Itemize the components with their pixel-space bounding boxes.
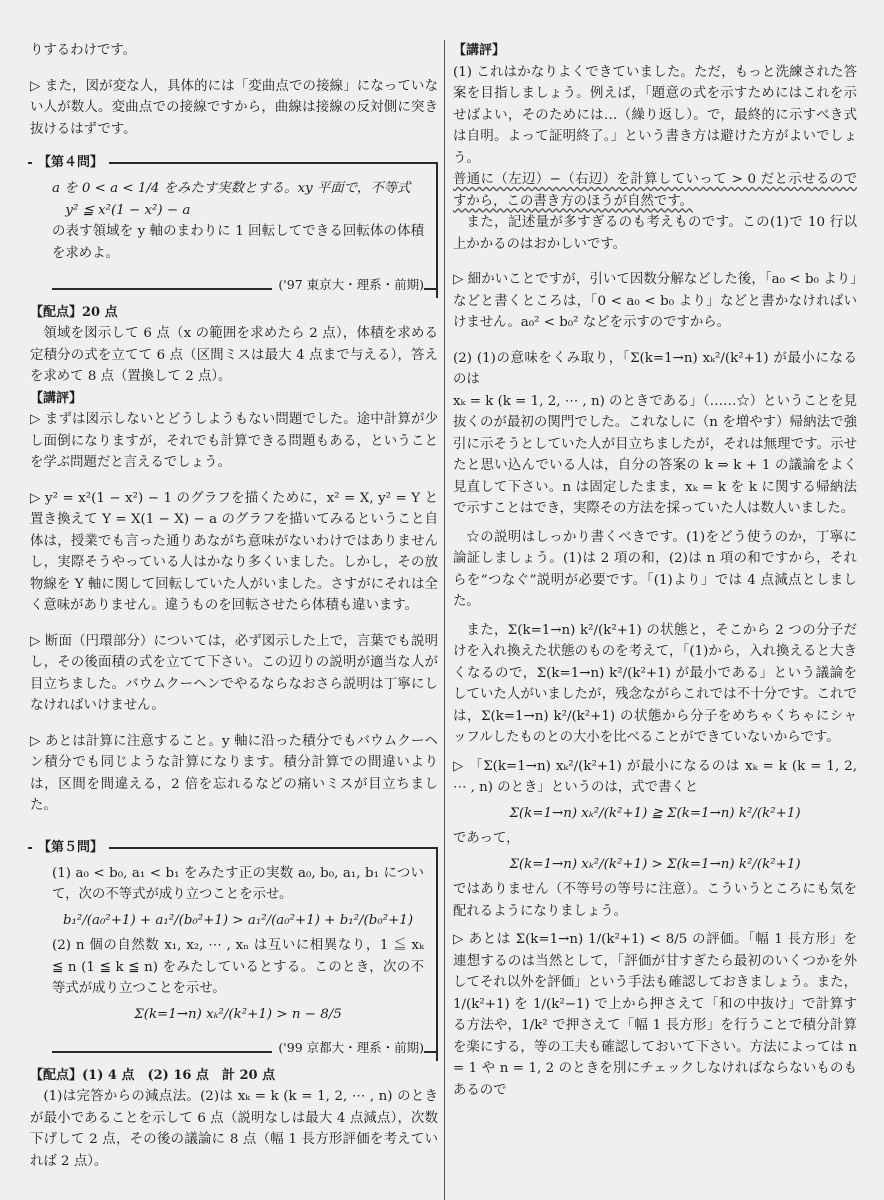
left-continuation: りするわけです。 (30, 43, 137, 58)
review-5-s2: また，記述量が多すぎるのも考えものです。この(1)で 10 行以上かかるのはおかしいです。 (453, 215, 857, 252)
problem-4-inequality: y² ≦ x²(1 − x²) − a (65, 202, 191, 218)
review-5-s7-formula-1: Σ(k=1→n) xₖ²/(k²+1) ≧ Σ(k=1→n) k²/(k²+1) (509, 805, 801, 821)
review-5-heading: 【講評】 (453, 43, 506, 58)
score-5-text: (1)は完答からの減点法。(2)は xₖ = k (k = 1, 2, ⋯ , n) のときが最小であることを示して 6 点（説明なしは最大 4 点減点），次数下げして 2 点，その後の議論に 8 点（幅 1 長方形評価を考えていれば 2 点）。 (30, 1089, 438, 1169)
review-5-s7-intro: ▷ 「Σ(k=1→n) xₖ²/(k²+1) が最小になるのは xₖ = k (k = 1, 2, ⋯ , n) のとき」というのは，式で書くと (453, 758, 857, 795)
review-5-s4-intro: (2) (1)の意味をくみ取り，「Σ(k=1→n) xₖ²/(k²+1) が最小になるのは (453, 350, 857, 387)
review-5-s7-end: ではありません（不等号の等号に注意）。こういうところにも気を配れるようになりましょう。 (453, 882, 857, 919)
problem-4-title: 【第４問】 (32, 152, 109, 174)
review-5-s6: また，Σ(k=1→n) k²/(k²+1) の状態と，そこから 2 つの分子だけを入れ換えた状態のものを考えて，「(1)から，入れ換えると大きくなるので，Σ(k=1→n) k²/(k²+1) が最小である」という議論をしていた人がいましたが，残念ながらこれでは不十分です。これでは，Σ(k=1→n) k²/(k²+1) の状態から分子をめちゃくちゃにシャッフルしたものとの大小を比べることができていないからです。 (453, 622, 857, 745)
review-4-item-4: ▷ あとは計算に注意すること。y 軸に沿った積分でもバウムクーヘン積分でも同じような計算になります。積分計算での間違いよりは，区間を間違える，2 倍を忘れるなどの痛いミスが目立ちました。 (30, 733, 438, 813)
score-4-heading: 【配点】20 点 (30, 304, 118, 320)
review-4-item-2: ▷ y² = x²(1 − x²) − 1 のグラフを描くために，x² = X, y² = Y と置き換えて Y = X(1 − X) − a のグラフを描いてみるということ自体は，授業でも言った通りあながち意味がないわけではありませんし，実際そうやっている人はかなり多くいました。しかし，その放物線を Y 軸に関して回転していた人がいました。さすがにそれは全く意味がありません。違うものを回転させたら体積も違います。 (30, 490, 438, 613)
review-5-s1: (1) これはかなりよくできていました。ただ，もっと洗練された答案を目指しましょう。例えば，「題意の式を示すためにはこれを示せばよい，そのためには…（繰り返し）。で，最終的に示すべき式は自明。よって証明終了。」という書き方は避けた方がよいでしょう。 (453, 64, 857, 166)
problem-5-box (38, 839, 438, 1061)
problem-4-line3: の表す領域を y 軸のまわりに 1 回転してできる回転体の体積を求めよ。 (52, 224, 424, 261)
problem-5-q1-inequality: b₁²/(a₀²+1) + a₁²/(b₀²+1) > a₁²/(a₀²+1) + b₁²/(b₀²+1) (62, 912, 414, 928)
right-column (453, 40, 857, 1101)
review-4-heading: 【講評】 (30, 390, 83, 406)
review-5-s8: ▷ あとは Σ(k=1→n) 1/(k²+1) < 8/5 の評価。「幅 1 長方形」を連想するのは当然として，「評価が甘すぎたら最初のいくつかを外してそれ以外を評価」という手法も確認しておきましょう。また，1/(k²+1) を 1/(k²−1) で上から押さえて「和の中抜け」で計算する方法や，1/k² で押さえて「幅 1 長方形」を行うことで積分計算を楽にする，等の工夫も確認しておいて下さい。方法によっては n = 1 や n = 1, 2 のときを別にチェックしなければならないものもあるので (453, 932, 857, 1098)
review-5-s4-body: xₖ = k (k = 1, 2, ⋯ , n) のときである」（……☆）ということを見抜くのが最初の関門でした。これなしに（n を増やす）帰納法で強引に示そうとしていた人が目立ちましたが，それは無理です。示せたと思い込んでいる人は，自分の答案の k ⇒ k + 1 の議論をよく見直して下さい。n は固定したまま，xₖ = k を k に関する帰納法で示すことはでき，実際その方法を採っていた人は数人いました。 (453, 393, 857, 516)
problem-5-q1: (1) a₀ < b₀, a₁ < b₁ をみたす正の実数 a₀, b₀, a₁, b₁ について，次の不等式が成り立つことを示せ。 (52, 865, 424, 902)
left-note-tangent: ▷ また，図が変な人，具体的には「変曲点での接線」になっていない人が数人。変曲点での接線ですから，曲線は接線の反対側に突き抜けるはずです。 (30, 78, 438, 137)
review-4-item-3: ▷ 断面（円環部分）については，必ず図示した上で，言葉でも説明し，その後面積の式を立てて下さい。この辺りの説明が適当な人が目立ちました。バウムクーヘンでやるならなおさら説明は丁寧にしなければいけません。 (30, 633, 438, 713)
review-5-s7-mid: であって， (453, 831, 520, 846)
review-4-item-1: ▷ まずは図示しないとどうしようもない問題でした。途中計算が少し面倒になりますが，それでも計算できる問題もある，ということを学ぶ問題だと言えるでしょう。 (30, 412, 438, 470)
problem-5-q2-inequality: Σ(k=1→n) xₖ²/(k²+1) > n − 8/5 (134, 1006, 342, 1022)
problem-5-q2: (2) n 個の自然数 x₁, x₂, ⋯ , xₙ は互いに相異なり，1 ≦ xₖ ≦ n (1 ≦ k ≦ n) をみたしているとする。このとき，次の不等式が成り立つことを示せ。 (52, 938, 424, 996)
review-5-s5: ☆の説明はしっかり書くべきです。(1)をどう使うのか，丁寧に論証しましょう。(1)は 2 項の和，(2)は n 項の和ですから，それらを“つなぐ”説明が必要です。「(1)より」では 4 点減点としました。 (453, 529, 857, 609)
problem-5-source: ('99 京都大・理系・前期) (272, 1040, 424, 1055)
review-5-s7-formula-2: Σ(k=1→n) xₖ²/(k²+1) > Σ(k=1→n) k²/(k²+1) (509, 856, 801, 872)
problem-4-source: ('97 東京大・理系・前期) (272, 277, 424, 292)
problem-4-box (38, 155, 438, 298)
review-5-s3: ▷ 細かいことですが，引いて因数分解などした後，「a₀ < b₀ より」などと書くところは，「0 < a₀ < b₀ より」などと書かなければいけません。a₀² < b₀² などを示すのですから。 (453, 272, 857, 330)
review-5-s1-underlined: 普通に（左辺）−（右辺）を計算していって > 0 だと示せるのですから，この書き方のほうが自然です。 (453, 172, 857, 209)
left-column (30, 40, 438, 1172)
problem-5-title: 【第５問】 (32, 837, 109, 859)
problem-4-line1: a を 0 < a < 1/4 をみたす実数とする。xy 平面で，不等式 (52, 181, 411, 196)
column-divider (444, 40, 445, 1200)
score-5-heading: 【配点】(1) 4 点 (2) 16 点 計 20 点 (30, 1067, 276, 1083)
score-4-text: 領域を図示して 6 点（x の範囲を求めたら 2 点），体積を求める定積分の式を立てて 6 点（区間ミスは最大 4 点まで与える），答えを求めて 8 点（置換して 2 点）。 (30, 326, 438, 384)
